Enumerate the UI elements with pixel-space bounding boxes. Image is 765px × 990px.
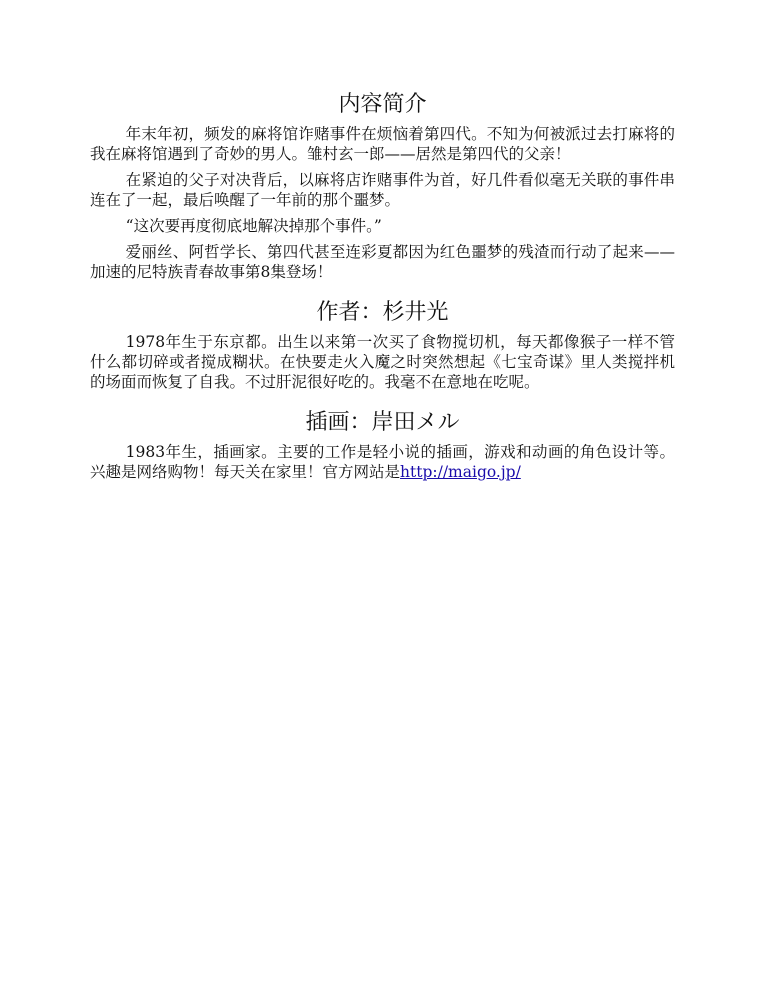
document-page <box>90 88 675 496</box>
illustrator-paragraph-text: 1983年生，插画家。主要的工作是轻小说的插画，游戏和动画的角色设计等。兴趣是网络购物！每天关在家里！官方网站是 <box>90 443 675 481</box>
intro-paragraph: “这次要再度彻底地解决掉那个事件。” <box>125 217 382 235</box>
intro-paragraph: 在紧迫的父子对决背后，以麻将店诈赌事件为首，好几件看似毫无关联的事件串连在了一起，最后唤醒了一年前的那个噩梦。 <box>90 171 675 209</box>
intro-section <box>90 88 675 282</box>
official-site-link[interactable]: http://maigo.jp/ <box>400 463 521 481</box>
author-paragraph: 1978年生于东京都。出生以来第一次买了食物搅切机，每天都像猴子一样不管什么都切碎或者搅成糊状。在快要走火入魔之时突然想起《七宝奇谋》里人类搅拌机的场面而恢复了自我。不过肝泥很好吃的。我毫不在意地在吃呢。 <box>90 333 675 391</box>
intro-paragraph: 年末年初，频发的麻将馆诈赌事件在烦恼着第四代。不知为何被派过去打麻将的我在麻将馆遇到了奇妙的男人。雏村玄一郎——居然是第四代的父亲！ <box>90 125 675 163</box>
illustrator-section <box>90 406 675 482</box>
author-section <box>90 296 675 392</box>
intro-paragraph: 爱丽丝、阿哲学长、第四代甚至连彩夏都因为红色噩梦的残渣而行动了起来——加速的尼特族青春故事第8集登场！ <box>90 243 675 281</box>
intro-title: 内容简介 <box>338 92 427 117</box>
author-title: 作者：杉井光 <box>316 300 449 325</box>
illustrator-title: 插画：岸田メル <box>305 410 460 435</box>
illustrator-paragraph <box>90 442 675 482</box>
